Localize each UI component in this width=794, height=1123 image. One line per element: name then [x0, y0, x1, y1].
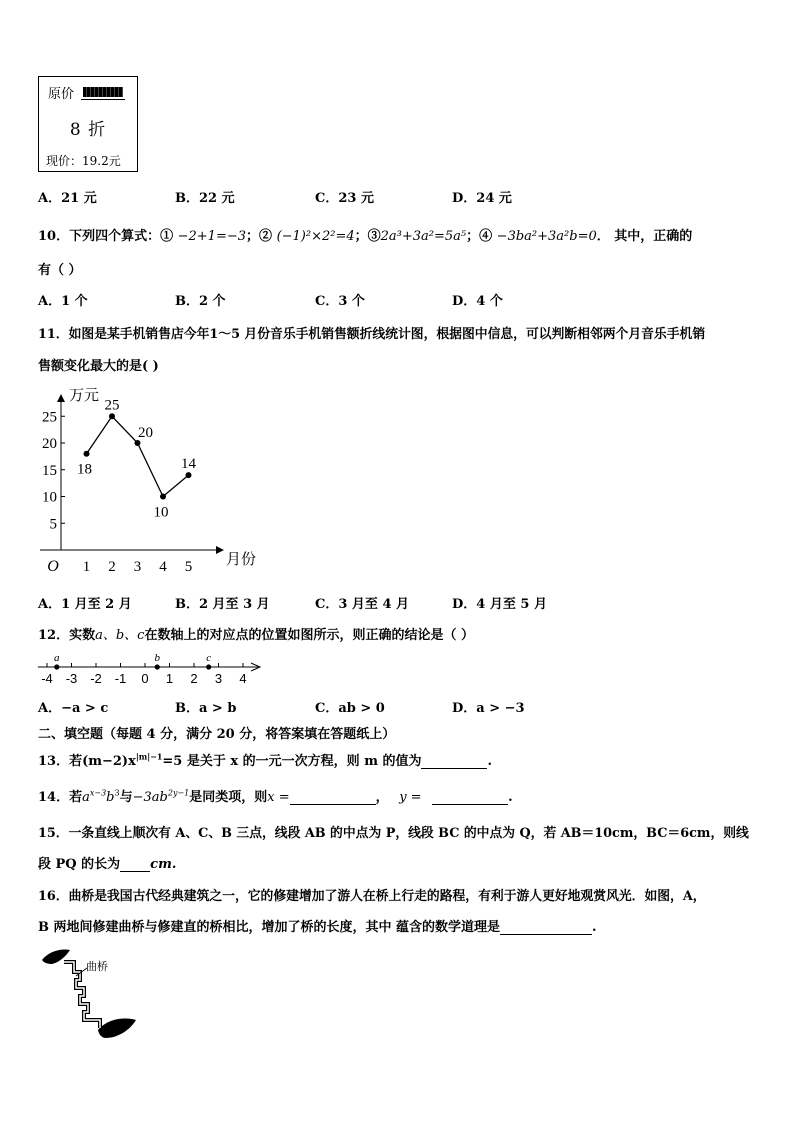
original-price-label: 原价 — [48, 87, 75, 102]
q10-option-c[interactable]: C．3 个 — [315, 294, 365, 309]
q16-answer-blank[interactable] — [500, 920, 592, 935]
q12-option-b[interactable]: B．a > b — [175, 701, 237, 716]
current-price: 现价：19.2元 — [46, 154, 121, 168]
q16-line2 — [38, 916, 597, 935]
q12-lead: 12．实数 — [38, 628, 96, 643]
number-line-tick-label: -1 — [114, 671, 127, 686]
q14-term1-exp2: 3 — [114, 788, 120, 798]
q10-option-d[interactable]: D．4 个 — [452, 294, 503, 309]
data-point — [109, 413, 115, 419]
number-line-tick-label: -4 — [41, 671, 53, 686]
q14-x-blank[interactable] — [290, 790, 376, 805]
q11-line2: 售额变化最大的是( ) — [38, 359, 159, 374]
q14 — [38, 786, 513, 805]
x-tick-label: 5 — [184, 559, 193, 575]
data-point — [160, 494, 166, 500]
q14-end: . — [508, 790, 513, 805]
obscured-price — [83, 87, 123, 97]
q11-option-d[interactable]: D．4 月至 5 月 — [452, 597, 547, 612]
q14-rest: 是同类项，则 — [189, 790, 268, 805]
q10-sep3: ；③ — [354, 229, 381, 244]
q15-line1: 15．一条直线上顺次有 A、C、B 三点，线段 AB 的中点为 P，线段 BC 的中点为 Q，若 AB＝10cm，BC＝6cm，则线 — [38, 826, 749, 841]
q11-line1: 11．如图是某手机销售店今年1～5 月份音乐手机销售额折线统计图，根据图中信息，可以判断相邻两个月音乐手机销 — [38, 327, 706, 342]
q12-rest: 在数轴上的对应点的位置如图所示，则正确的结论是（ ） — [144, 628, 474, 643]
q14-y-eq: y = — [399, 790, 422, 805]
number-line-point — [54, 664, 59, 669]
y-tick-label: 25 — [42, 409, 57, 426]
number-line-point — [206, 664, 211, 669]
number-line-tick-label: 4 — [239, 671, 247, 686]
q13 — [38, 750, 492, 769]
number-line-tick-label: 3 — [214, 671, 223, 686]
x-tick-label: 3 — [133, 559, 142, 575]
zigzag-bridge-figure — [40, 946, 140, 1042]
q11-option-b[interactable]: B．2 月至 3 月 — [175, 597, 270, 612]
q10-line2: 有（ ） — [38, 263, 82, 278]
number-line-point — [155, 664, 160, 669]
q14-term1-b: b — [106, 790, 115, 805]
q13-text: 13．若(m−2)x — [38, 754, 136, 769]
q14-comma: ， — [375, 790, 389, 805]
price-underline — [81, 99, 125, 100]
bridge-label: 曲桥 — [86, 961, 108, 973]
data-point — [84, 451, 90, 457]
q14-term2-exp: 2y−1 — [167, 788, 190, 798]
number-line-point-label: a — [54, 652, 60, 664]
q16-end: . — [592, 920, 597, 935]
bank-b-shape — [98, 1018, 136, 1038]
number-line — [36, 646, 266, 688]
number-line-tick-label: 0 — [141, 671, 149, 686]
data-point — [186, 472, 192, 478]
y-tick-label: 20 — [42, 436, 57, 452]
price-tag-figure — [38, 76, 138, 172]
q9-option-c[interactable]: C．23 元 — [315, 191, 374, 206]
q14-term2: −3ab — [132, 790, 168, 805]
q12-vars: a、b、c — [95, 628, 145, 643]
y-axis-arrow — [57, 394, 65, 402]
q9-option-b[interactable]: B．22 元 — [175, 191, 235, 206]
q15-line2-text: 段 PQ 的长为 — [38, 857, 121, 872]
number-line-point-label: b — [154, 652, 160, 664]
data-label: 14 — [181, 456, 196, 473]
q10-option-b[interactable]: B．2 个 — [175, 294, 226, 309]
q10-tail: ． 其中，正确的 — [596, 229, 693, 244]
number-line-point-label: c — [206, 652, 212, 664]
discount-text: 8 折 — [69, 120, 107, 140]
q10-sep4: ；④ — [466, 229, 493, 244]
q14-y-blank[interactable] — [432, 790, 508, 805]
data-label: 20 — [138, 425, 153, 441]
q9-option-a[interactable]: A．21 元 — [38, 191, 97, 206]
y-axis-title: 万元 — [69, 388, 100, 404]
q9-option-d[interactable]: D．24 元 — [452, 191, 512, 206]
q10-line1 — [38, 225, 692, 244]
q10-expr3: 2a³+3a²=5a⁵ — [380, 229, 467, 244]
q13-rest: =5 是关于 x 的一元一次方程，则 m 的值为 — [162, 754, 422, 769]
y-tick-label: 5 — [49, 516, 57, 533]
q12-option-c[interactable]: C．ab > 0 — [315, 701, 385, 716]
q14-term1-a: a — [82, 790, 90, 805]
q15-line2 — [38, 853, 176, 872]
x-tick-label: 1 — [82, 559, 91, 575]
q16-line1: 16．曲桥是我国古代经典建筑之一，它的修建增加了游人在桥上行走的路程，有利于游人更好地观赏风光．如图，A， — [38, 889, 706, 904]
y-tick-label: 10 — [42, 489, 57, 506]
x-tick-label: 2 — [108, 559, 116, 575]
q14-term1-exp1: x−3 — [89, 788, 107, 798]
q10-option-a[interactable]: A．1 个 — [38, 294, 88, 309]
q12-option-d[interactable]: D．a > −3 — [452, 701, 525, 716]
q13-end: . — [487, 754, 493, 769]
x-tick-label: 4 — [159, 559, 167, 575]
section-fill-in-heading: 二、填空题（每题 4 分，满分 20 分，将答案填在答题纸上） — [38, 727, 396, 742]
q14-mid: 与 — [119, 790, 133, 805]
number-line-tick-label: 1 — [165, 671, 174, 686]
q10-lead: 10．下列四个算式：① — [38, 229, 174, 244]
number-line-tick-label: -2 — [90, 671, 102, 686]
data-label: 10 — [153, 504, 169, 521]
q15-answer-blank[interactable] — [120, 857, 150, 872]
q14-x-eq: x = — [267, 790, 290, 805]
q15-unit: cm. — [150, 857, 177, 872]
y-tick-label: 15 — [42, 462, 57, 479]
x-axis-title: 月份 — [226, 552, 257, 568]
number-line-tick-label: 2 — [190, 671, 198, 686]
q14-lead: 14．若 — [38, 790, 83, 805]
q10-expr1: −2+1=−3 — [177, 229, 247, 244]
x-axis-arrow — [216, 546, 224, 554]
number-line-tick-label: -3 — [65, 671, 78, 686]
q13-exponent: |m|−1 — [135, 751, 163, 762]
data-label: 18 — [77, 461, 92, 478]
origin-label: O — [47, 558, 59, 575]
q12-stem — [38, 624, 474, 643]
q10-sep2: ；② — [246, 229, 273, 244]
q10-expr2: (−1)²×2²=4 — [276, 229, 355, 244]
q10-expr4: −3ba²+3a²b=0 — [496, 229, 597, 244]
sales-line-chart — [36, 384, 266, 580]
q11-option-c[interactable]: C．3 月至 4 月 — [315, 597, 410, 612]
q11-option-a[interactable]: A．1 月至 2 月 — [38, 597, 132, 612]
q12-option-a[interactable]: A．−a > c — [38, 701, 109, 716]
data-label: 25 — [104, 397, 120, 414]
q13-answer-blank[interactable] — [421, 754, 487, 769]
q16-line2-text: B 两地间修建曲桥与修建直的桥相比，增加了桥的长度，其中 蕴含的数学道理是 — [38, 920, 501, 935]
